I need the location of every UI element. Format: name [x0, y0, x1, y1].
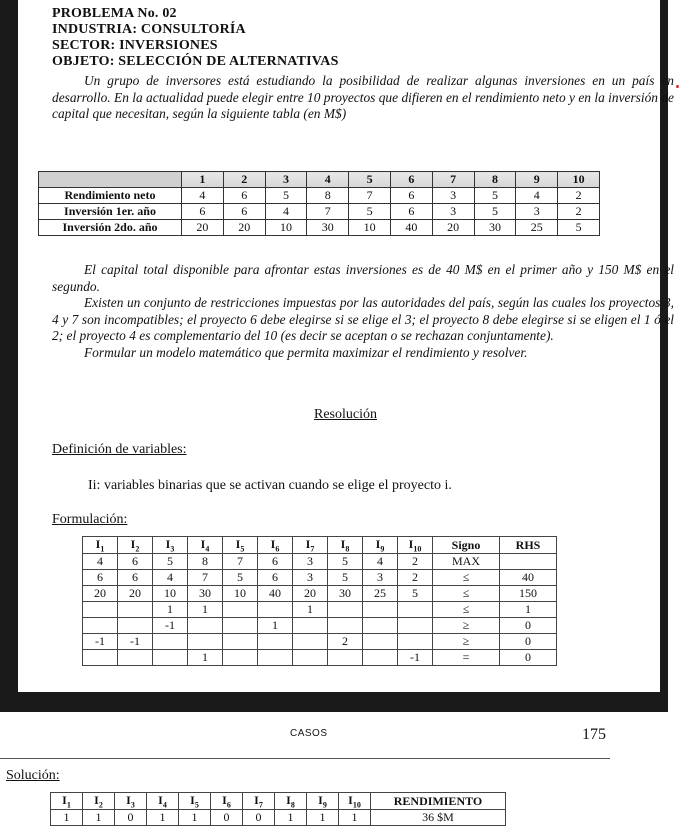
table-cell: 0: [500, 650, 557, 666]
table-cell: 2: [328, 634, 363, 650]
table-cell: 5: [398, 586, 433, 602]
table-cell: 1: [188, 650, 223, 666]
header-cell: 9: [516, 172, 558, 188]
formulation-table: [82, 536, 557, 666]
table-cell: 5: [153, 554, 188, 570]
header-cell: $I_6$: [258, 537, 293, 554]
task-paragraph: Formular un modelo matemático que permita maximizar el rendimiento y resolver.: [84, 344, 528, 360]
table-cell: 10: [349, 220, 391, 236]
header-cell: $I_4$: [147, 793, 179, 810]
table-cell: 2: [398, 554, 433, 570]
table-cell: 30: [328, 586, 363, 602]
row-label: Inversión 2do. año: [39, 220, 182, 236]
table-cell: 7: [188, 570, 223, 586]
object-line: OBJETO: SELECCIÓN DE ALTERNATIVAS: [52, 54, 339, 69]
constraints-block: [52, 262, 674, 361]
table-cell: 2: [398, 570, 433, 586]
header-cell: Signo: [433, 537, 500, 554]
header-cell: $I_5$: [223, 537, 258, 554]
header-cell: RHS: [500, 537, 557, 554]
header-cell: 4: [307, 172, 349, 188]
resolution-heading: Resolución: [314, 407, 377, 422]
table-cell: [153, 634, 188, 650]
red-dot-mark: [676, 85, 679, 88]
header-cell: 6: [390, 172, 432, 188]
table-cell: 25: [516, 220, 558, 236]
table-cell: [258, 650, 293, 666]
table-cell: 2: [558, 188, 600, 204]
table-cell: [328, 650, 363, 666]
table-cell: [363, 650, 398, 666]
table-cell: 1: [293, 602, 328, 618]
table-cell: -1: [83, 634, 118, 650]
footer-rule: [0, 758, 610, 759]
table-cell: 0: [243, 810, 275, 826]
table-cell: 30: [474, 220, 516, 236]
table-cell: 20: [293, 586, 328, 602]
table-cell: 4: [516, 188, 558, 204]
table-cell: 25: [363, 586, 398, 602]
table-cell: -1: [118, 634, 153, 650]
table-cell: ≤: [433, 602, 500, 618]
problem-number: PROBLEMA No. 02: [52, 6, 177, 21]
table-cell: [223, 618, 258, 634]
table-cell: 1: [275, 810, 307, 826]
table-cell: 20: [432, 220, 474, 236]
header-cell: $I_7$: [243, 793, 275, 810]
table-cell: 6: [182, 204, 224, 220]
intro-paragraph: Un grupo de inversores está estudiando la posibilidad de realizar algunas inversiones en un país en desarrollo. En la actualidad puede elegir entre 10 proyectos que difieren en el rendimiento neto y en la inversión de capital que necesitan, según la siguiente tabla (en M$): [52, 73, 674, 121]
table-cell: 6: [118, 554, 153, 570]
table-cell: 6: [258, 570, 293, 586]
table-cell: 36 $M: [371, 810, 506, 826]
table-cell: 5: [558, 220, 600, 236]
table-cell: [188, 634, 223, 650]
header-cell: $I_3$: [153, 537, 188, 554]
table-cell: [118, 602, 153, 618]
table-cell: 8: [188, 554, 223, 570]
header-cell: $I_{10}$: [339, 793, 371, 810]
table-cell: [398, 634, 433, 650]
table-cell: [500, 554, 557, 570]
table-row: [83, 554, 557, 570]
table-cell: 30: [307, 220, 349, 236]
table-row: [83, 618, 557, 634]
table-cell: 5: [474, 204, 516, 220]
table-cell: 5: [349, 204, 391, 220]
table-cell: 40: [500, 570, 557, 586]
table-cell: 20: [118, 586, 153, 602]
table-header-row: [83, 537, 557, 554]
table-cell: 7: [307, 204, 349, 220]
table-row: [39, 204, 600, 220]
table-cell: 4: [153, 570, 188, 586]
header-cell: 7: [432, 172, 474, 188]
header-cell: 10: [558, 172, 600, 188]
table-cell: 4: [83, 554, 118, 570]
table-cell: 3: [293, 570, 328, 586]
table-cell: 3: [293, 554, 328, 570]
table-cell: 5: [328, 570, 363, 586]
header-cell: 1: [182, 172, 224, 188]
table-cell: [398, 618, 433, 634]
header-cell: RENDIMIENTO: [371, 793, 506, 810]
table-cell: 20: [182, 220, 224, 236]
table-cell: 6: [390, 188, 432, 204]
header-cell: $I_4$: [188, 537, 223, 554]
page-content: [52, 6, 674, 123]
projects-data-table: [38, 171, 600, 236]
variables-definition-text: Ii: variables binarias que se activan cuando se elige el proyecto i.: [88, 478, 452, 493]
table-cell: 5: [474, 188, 516, 204]
table-cell: 10: [265, 220, 307, 236]
table-cell: [83, 618, 118, 634]
table-row: [51, 810, 506, 826]
table-cell: 6: [83, 570, 118, 586]
formulation-title: Formulación:: [52, 512, 128, 527]
table-cell: 1: [153, 602, 188, 618]
table-cell: 6: [223, 188, 265, 204]
header-cell: $I_9$: [363, 537, 398, 554]
table-cell: 6: [223, 204, 265, 220]
table-row: [83, 586, 557, 602]
table-cell: 0: [500, 634, 557, 650]
table-cell: ≥: [433, 618, 500, 634]
table-cell: 7: [223, 554, 258, 570]
table-cell: 3: [432, 188, 474, 204]
header-cell: $I_3$: [115, 793, 147, 810]
restrictions-paragraph: Existen un conjunto de restricciones impuestas por las autoridades del país, según las cuales los proyectos 3, 4 y 7 son incompatibles; el proyecto 6 debe elegirse si se elige el 3; el proyecto 8 debe elegirse si se eligen el 1 ó el 2; el proyecto 4 es complementario del 10 (es decir se aceptan o se rechazan conjuntamente).: [52, 295, 674, 343]
table-cell: 0: [211, 810, 243, 826]
header-cell: 2: [223, 172, 265, 188]
table-cell: 0: [115, 810, 147, 826]
table-cell: [293, 618, 328, 634]
table-cell: 1: [188, 602, 223, 618]
table-cell: 3: [432, 204, 474, 220]
table-cell: 1: [51, 810, 83, 826]
table-cell: 30: [188, 586, 223, 602]
table-cell: 40: [390, 220, 432, 236]
page-number: 175: [582, 726, 606, 743]
industry-line: INDUSTRIA: CONSULTORÍA: [52, 22, 246, 37]
table-cell: =: [433, 650, 500, 666]
header-cell: $I_{10}$: [398, 537, 433, 554]
table-cell: -1: [153, 618, 188, 634]
table-row: [39, 220, 600, 236]
table-cell: [223, 634, 258, 650]
table-cell: 4: [363, 554, 398, 570]
table-cell: [363, 634, 398, 650]
table-cell: 1: [258, 618, 293, 634]
table-cell: 3: [363, 570, 398, 586]
header-cell: $I_7$: [293, 537, 328, 554]
table-cell: [223, 650, 258, 666]
solution-table: [50, 792, 506, 826]
table-cell: 1: [307, 810, 339, 826]
header-cell: $I_2$: [118, 537, 153, 554]
footer-section-label: CASOS: [290, 728, 328, 739]
table-cell: 150: [500, 586, 557, 602]
table-cell: 5: [265, 188, 307, 204]
table-cell: [328, 618, 363, 634]
header-cell: 8: [474, 172, 516, 188]
solution-title: Solución:: [6, 768, 60, 783]
table-cell: [118, 650, 153, 666]
variables-definition-title: Definición de variables:: [52, 442, 187, 457]
table-cell: 0: [500, 618, 557, 634]
table-cell: 5: [328, 554, 363, 570]
row-label: Inversión 1er. año: [39, 204, 182, 220]
table-cell: 10: [153, 586, 188, 602]
table-cell: 40: [258, 586, 293, 602]
sector-line: SECTOR: INVERSIONES: [52, 38, 218, 53]
table-cell: [328, 602, 363, 618]
table-cell: 6: [258, 554, 293, 570]
table-cell: [293, 634, 328, 650]
table-cell: [83, 650, 118, 666]
table-cell: 20: [83, 586, 118, 602]
table-cell: 4: [265, 204, 307, 220]
header-cell: $I_1$: [51, 793, 83, 810]
header-cell: $I_1$: [83, 537, 118, 554]
header-cell: $I_6$: [211, 793, 243, 810]
table-cell: [363, 618, 398, 634]
table-row: [83, 602, 557, 618]
table-cell: 2: [558, 204, 600, 220]
table-cell: [83, 602, 118, 618]
table-cell: 20: [223, 220, 265, 236]
header-cell: $I_8$: [275, 793, 307, 810]
table-cell: 5: [223, 570, 258, 586]
table-cell: [188, 618, 223, 634]
table-row: [83, 570, 557, 586]
table-cell: ≤: [433, 570, 500, 586]
table-cell: 4: [182, 188, 224, 204]
header-cell: [39, 172, 182, 188]
header-cell: 3: [265, 172, 307, 188]
table-row: [39, 188, 600, 204]
table-cell: 7: [349, 188, 391, 204]
table-cell: [118, 618, 153, 634]
table-cell: 6: [118, 570, 153, 586]
table-cell: 1: [83, 810, 115, 826]
table-cell: 6: [390, 204, 432, 220]
table-cell: 1: [147, 810, 179, 826]
header-cell: 5: [349, 172, 391, 188]
capital-paragraph: El capital total disponible para afrontar estas inversiones es de 40 M$ en el primer año y 150 M$ en el segundo.: [52, 262, 674, 294]
table-row: [83, 634, 557, 650]
header-cell: $I_9$: [307, 793, 339, 810]
table-cell: [363, 602, 398, 618]
table-cell: 1: [500, 602, 557, 618]
header-cell: $I_5$: [179, 793, 211, 810]
table-cell: [398, 602, 433, 618]
row-label: Rendimiento neto: [39, 188, 182, 204]
table-cell: 1: [179, 810, 211, 826]
table-header-row: [51, 793, 506, 810]
table-cell: ≥: [433, 634, 500, 650]
table-header-row: [39, 172, 600, 188]
table-cell: [223, 602, 258, 618]
table-cell: 10: [223, 586, 258, 602]
table-row: [83, 650, 557, 666]
table-cell: 8: [307, 188, 349, 204]
header-cell: $I_8$: [328, 537, 363, 554]
table-cell: [153, 650, 188, 666]
table-cell: MAX: [433, 554, 500, 570]
table-cell: 1: [339, 810, 371, 826]
table-cell: [293, 650, 328, 666]
table-cell: [258, 634, 293, 650]
table-cell: [258, 602, 293, 618]
header-cell: $I_2$: [83, 793, 115, 810]
table-cell: -1: [398, 650, 433, 666]
table-cell: 3: [516, 204, 558, 220]
table-cell: ≤: [433, 586, 500, 602]
